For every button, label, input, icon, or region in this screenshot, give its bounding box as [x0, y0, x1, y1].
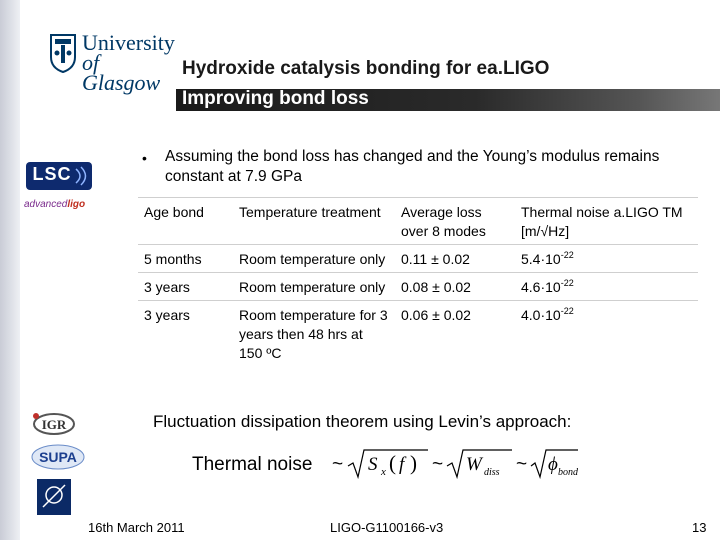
page-number: 13	[692, 520, 707, 535]
university-wordmark-line2: of Glasgow	[82, 50, 161, 95]
fdt-heading: Fluctuation dissipation theorem using Levin’s approach:	[153, 412, 572, 431]
lsc-logo-text: LSC	[32, 164, 72, 184]
lsc-logo	[26, 162, 92, 190]
table-row	[138, 273, 698, 301]
advanced-ligo-logo-part2: ligo	[67, 199, 86, 210]
noise-base: 4.0·10	[521, 307, 561, 323]
bullet-icon: •	[142, 150, 147, 166]
cell-noise	[515, 245, 698, 273]
cell-treatment: Room temperature only	[233, 273, 395, 301]
university-crest-icon	[50, 33, 76, 73]
cell-loss: 0.08 ± 0.02	[395, 273, 515, 301]
cell-loss: 0.06 ± 0.02	[401, 307, 471, 323]
formula-lhs: Thermal noise	[192, 454, 313, 475]
formula-paren-close: )	[410, 451, 417, 475]
supa-logo-text: SUPA	[39, 449, 77, 465]
formula-s-sub: x	[381, 466, 386, 478]
formula-tilde-2: ~	[432, 454, 444, 475]
footer-date: 16th March 2011	[88, 520, 185, 535]
lsc-wave-icon	[74, 165, 90, 187]
table-row	[138, 301, 698, 367]
formula-tilde-3: ~	[516, 454, 528, 475]
igr-logo	[28, 408, 88, 438]
thermal-noise-formula	[190, 446, 580, 482]
cell-treatment: Room temperature for 3 years then 48 hrs at 150 ºC	[239, 307, 388, 361]
left-decorative-strip	[0, 0, 20, 540]
bullet-text: Assuming the bond loss has changed and the Young’s modulus remains constant at 7.9 GPa	[165, 148, 660, 185]
stfc-mark-icon	[37, 479, 71, 515]
slide-title: Hydroxide catalysis bonding for ea.LIGO	[182, 58, 550, 79]
formula-f: f	[399, 454, 405, 475]
formula-w-sub: diss	[484, 467, 500, 478]
cell-noise	[515, 273, 698, 301]
cell-age: 5 months	[138, 245, 233, 273]
table-header-row	[138, 198, 698, 245]
bond-loss-table	[138, 197, 698, 366]
university-wordmark	[82, 30, 180, 95]
cell-treatment: Room temperature only	[233, 245, 395, 273]
formula-phi: ϕ	[548, 454, 558, 475]
cell-loss: 0.11 ± 0.02	[395, 245, 515, 273]
table-row	[138, 245, 698, 273]
header-thermal-noise: Thermal noise a.LIGO TM [m/√Hz]	[515, 198, 698, 245]
cell-age: 3 years	[144, 307, 190, 323]
noise-base: 4.6·10	[521, 279, 561, 295]
header-temperature-treatment: Temperature treatment	[233, 198, 395, 245]
university-wordmark-line1: University	[82, 30, 175, 55]
stfc-logo	[37, 479, 71, 515]
noise-exponent: -22	[560, 306, 574, 316]
formula-paren-open: (	[389, 451, 396, 475]
header-age-bond: Age bond	[138, 198, 233, 245]
formula-phi-sub: bond	[558, 467, 578, 478]
cell-age: 3 years	[138, 273, 233, 301]
advanced-ligo-logo	[24, 199, 85, 210]
advanced-ligo-logo-part1: advanced	[24, 199, 68, 210]
slide-subtitle: Improving bond loss	[182, 88, 369, 109]
noise-base: 5.4·10	[521, 251, 561, 267]
footer-document-id: LIGO-G1100166-v3	[330, 520, 444, 535]
header-average-loss: Average loss over 8 modes	[395, 198, 515, 245]
igr-logo-text: IGR	[41, 417, 67, 432]
noise-exponent: -22	[560, 250, 574, 260]
university-of-glasgow-logo	[50, 30, 180, 95]
noise-exponent: -22	[560, 278, 574, 288]
formula-w: W	[466, 454, 482, 475]
igr-dot-icon	[33, 413, 39, 419]
cell-noise	[515, 301, 698, 367]
formula-tilde-1: ~	[332, 454, 344, 475]
supa-logo	[30, 443, 86, 471]
formula-s: S	[368, 454, 378, 475]
